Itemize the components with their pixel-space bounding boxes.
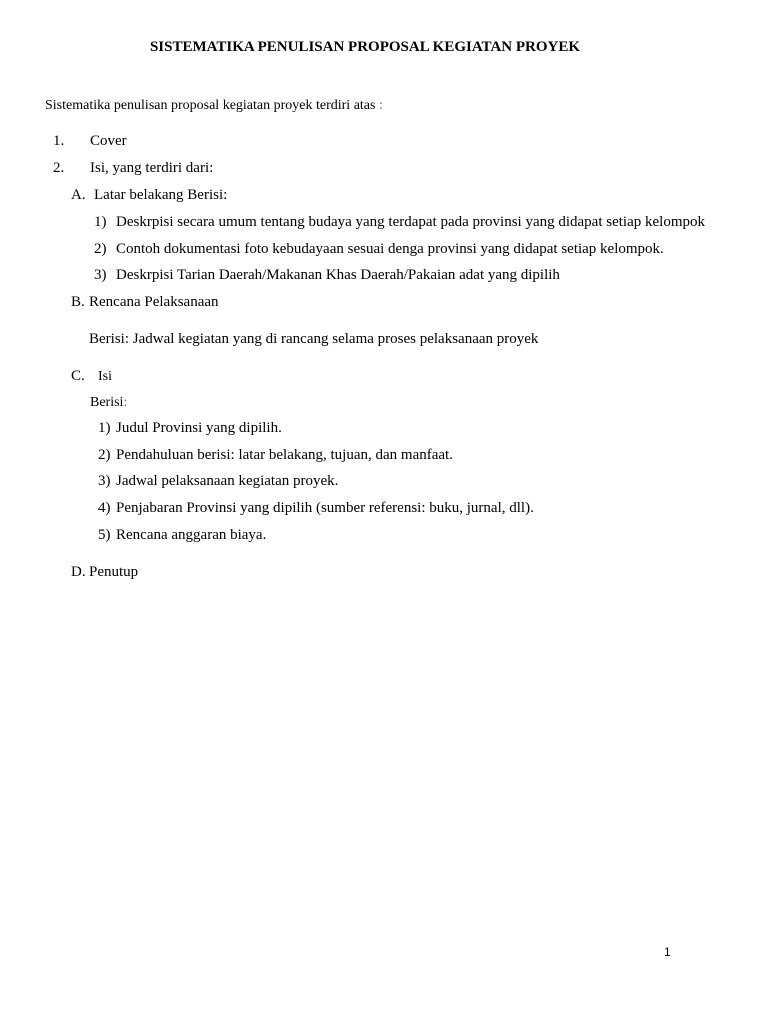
section-b-heading: Rencana Pelaksanaan	[89, 294, 219, 310]
section-c-item-2-text: Pendahuluan berisi: latar belakang, tujuan, dan manfaat.	[116, 447, 453, 463]
section-c-sublabel-colon: :	[123, 395, 128, 410]
section-b-content: Berisi: Jadwal kegiatan yang di rancang selama proses pelaksanaan proyek	[89, 331, 539, 347]
section-a-item-3-text: Deskrpisi Tarian Daerah/Makanan Khas Daerah/Pakaian adat yang dipilih	[116, 267, 560, 283]
section-a-letter: A.	[71, 187, 86, 203]
intro-text: Sistematika penulisan proposal kegiatan proyek terdiri atas	[45, 98, 376, 113]
section-c-item-4-text: Penjabaran Provinsi yang dipilih (sumber referensi: buku, jurnal, dll).	[116, 500, 534, 516]
section-a-item-2-text: Contoh dokumentasi foto kebudayaan sesuai denga provinsi yang didapat setiap kelompok.	[116, 241, 664, 257]
section-c-item-4-number: 4)	[98, 500, 111, 516]
section-d-heading: Penutup	[89, 564, 139, 580]
section-c-item-5-number: 5)	[98, 527, 111, 543]
section-b-letter: B.	[71, 294, 85, 310]
main-list-item-2-text: Isi, yang terdiri dari:	[90, 160, 214, 176]
section-a-heading: Latar belakang Berisi:	[94, 187, 228, 203]
main-list-item-1-text: Cover	[90, 133, 127, 149]
section-a-item-1-text: Deskrpisi secara umum tentang budaya yang terdapat pada provinsi yang didapat setiap kelompok	[116, 214, 705, 230]
section-c-sublabel-text: Berisi	[90, 395, 124, 410]
section-c-item-1-text: Judul Provinsi yang dipilih.	[116, 420, 282, 436]
section-a-item-3-number: 3)	[94, 267, 107, 283]
main-list-item-1-number: 1.	[53, 133, 65, 149]
section-c-item-3-text: Jadwal pelaksanaan kegiatan proyek.	[116, 473, 339, 489]
section-c-item-5-text: Rencana anggaran biaya.	[116, 527, 267, 543]
section-c-heading: Isi	[98, 369, 112, 384]
document-title: SISTEMATIKA PENULISAN PROPOSAL KEGIATAN PROYEK	[149, 39, 581, 55]
intro-colon: :	[378, 98, 383, 113]
page-number: 1	[664, 945, 671, 959]
section-a-item-1-number: 1)	[94, 214, 107, 230]
section-c-item-2-number: 2)	[98, 447, 111, 463]
section-c-item-3-number: 3)	[98, 473, 111, 489]
section-c-letter: C.	[71, 368, 85, 384]
section-c-sublabel	[90, 395, 127, 411]
main-list-item-2-number: 2.	[53, 160, 65, 176]
intro-paragraph	[45, 98, 383, 114]
section-a-item-2-number: 2)	[94, 241, 107, 257]
section-c-item-1-number: 1)	[98, 420, 111, 436]
section-d-letter: D.	[71, 564, 86, 580]
